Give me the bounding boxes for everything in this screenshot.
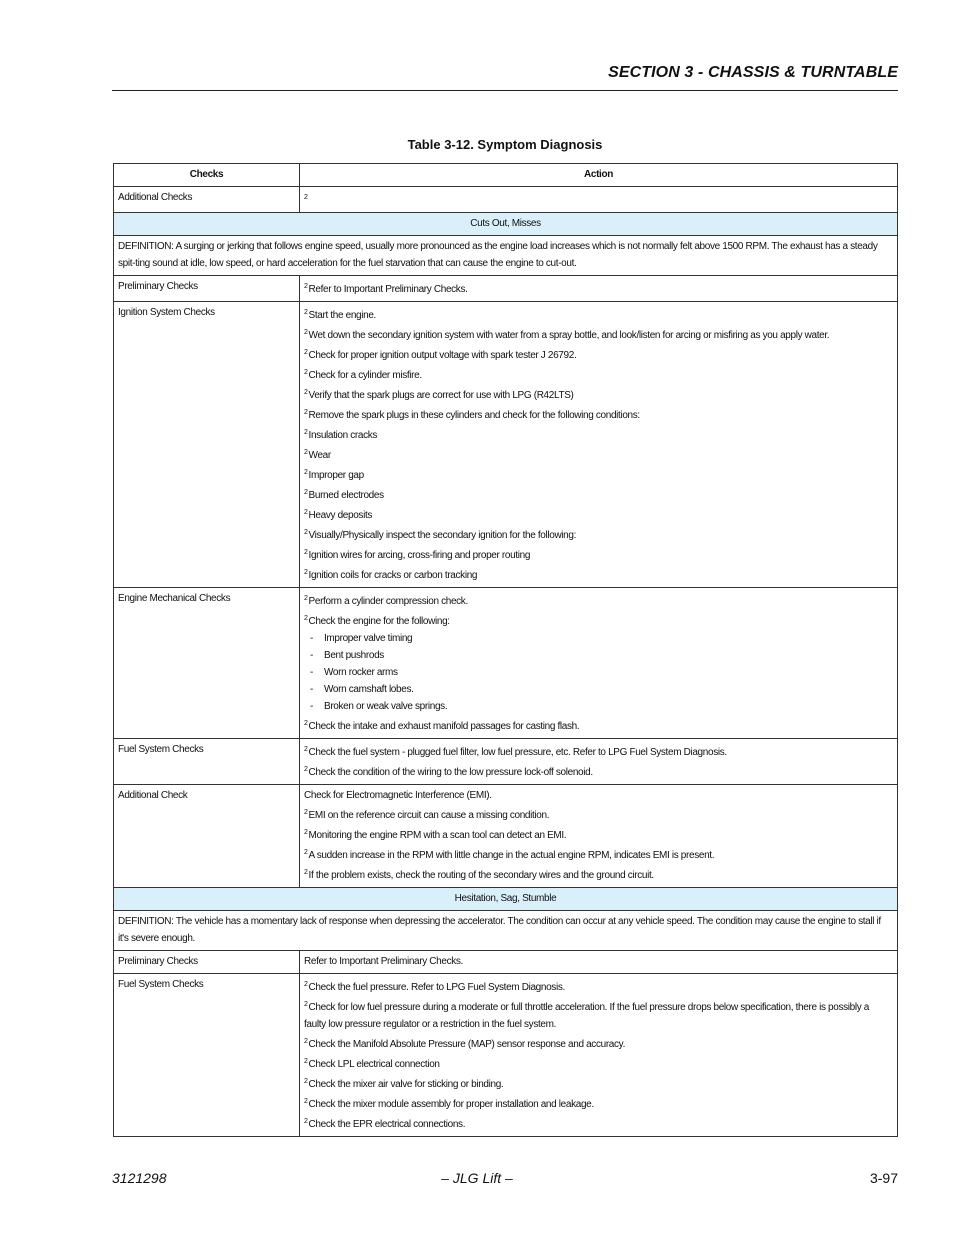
- bullet-marker: 2: [304, 469, 308, 476]
- action-item: [304, 384, 893, 404]
- action-item: [304, 610, 893, 630]
- table-row: [114, 739, 898, 785]
- check-cell: Additional Check: [114, 785, 300, 888]
- action-text: Check the intake and exhaust manifold passages for casting flash.: [308, 721, 580, 732]
- table-row: [114, 588, 898, 739]
- action-text: Check the mixer air valve for sticking or binding.: [308, 1079, 504, 1090]
- action-text: Worn camshaft lobes.: [324, 684, 414, 695]
- check-cell: Ignition System Checks: [114, 302, 300, 588]
- action-text: Check the condition of the wiring to the low pressure lock-off solenoid.: [308, 767, 593, 778]
- action-item: [304, 484, 893, 504]
- action-item: [304, 715, 893, 735]
- action-item: [304, 1093, 893, 1113]
- check-cell: Fuel System Checks: [114, 739, 300, 785]
- action-cell: [300, 276, 898, 302]
- dash-marker: -: [310, 633, 313, 644]
- action-text: Heavy deposits: [308, 510, 373, 521]
- action-item: [304, 844, 893, 864]
- action-text: Start the engine.: [308, 310, 376, 321]
- action-item: [304, 1113, 893, 1133]
- bullet-marker: 2: [304, 1038, 308, 1045]
- action-item: [304, 761, 893, 781]
- action-text: Check LPL electrical connection: [308, 1059, 440, 1070]
- bullet-marker: 2: [304, 509, 308, 516]
- action-item: [304, 524, 893, 544]
- bullet-marker: 2: [304, 409, 308, 416]
- action-text: Ignition wires for arcing, cross-firing and proper routing: [308, 550, 531, 561]
- action-item: [304, 564, 893, 584]
- bullet-marker: 2: [304, 766, 308, 773]
- action-text: Ignition coils for cracks or carbon tracking: [308, 570, 478, 581]
- action-text: Check for a cylinder misfire.: [308, 370, 422, 381]
- footer-doc-number: 3121298: [112, 1170, 167, 1186]
- action-item: [304, 787, 893, 804]
- bullet-marker: 2: [304, 1098, 308, 1105]
- table-row: [114, 302, 898, 588]
- bullet-marker: 2: [304, 981, 308, 988]
- bullet-marker: 2: [304, 809, 308, 816]
- action-item: [304, 824, 893, 844]
- dash-marker: -: [310, 684, 313, 695]
- action-cell: [300, 974, 898, 1137]
- symptom-diagnosis-table: [113, 163, 898, 1137]
- action-text: Burned electrodes: [308, 490, 384, 501]
- action-text: Check the Manifold Absolute Pressure (MAP) sensor response and accuracy.: [308, 1039, 625, 1050]
- action-cell: [300, 588, 898, 739]
- bullet-marker: 2: [304, 194, 308, 201]
- footer-brand: – JLG Lift –: [441, 1170, 513, 1186]
- action-text: Check the EPR electrical connections.: [308, 1119, 466, 1130]
- action-text: If the problem exists, check the routing of the secondary wires and the ground circuit.: [308, 870, 654, 881]
- table-row: [114, 951, 898, 974]
- action-text: Worn rocker arms: [324, 667, 398, 678]
- action-text: Improper gap: [308, 470, 364, 481]
- check-cell: Fuel System Checks: [114, 974, 300, 1137]
- bullet-marker: 2: [304, 720, 308, 727]
- bullet-marker: 2: [304, 595, 308, 602]
- footer-page-number: 3-97: [869, 1170, 898, 1186]
- action-item: [304, 464, 893, 484]
- action-item: [304, 278, 893, 298]
- bullet-marker: 2: [304, 389, 308, 396]
- bullet-marker: 2: [304, 549, 308, 556]
- section-band-row: [114, 213, 898, 236]
- definition-row: [114, 911, 898, 951]
- table-caption: Table 3-12. Symptom Diagnosis: [407, 137, 603, 152]
- column-header-checks: Checks: [114, 164, 300, 187]
- bullet-marker: 2: [304, 1058, 308, 1065]
- bullet-marker: 2: [304, 569, 308, 576]
- bullet-marker: 2: [304, 1001, 308, 1008]
- column-header-action: Action: [300, 164, 898, 187]
- page-header: [112, 64, 898, 91]
- table-body: [114, 187, 898, 1137]
- bullet-marker: 2: [304, 489, 308, 496]
- action-cell: [300, 302, 898, 588]
- check-cell: Engine Mechanical Checks: [114, 588, 300, 739]
- action-text: Wear: [308, 450, 331, 461]
- section-title: SECTION 3 - CHASSIS & TURNTABLE: [608, 64, 898, 81]
- table-header-row: [114, 164, 898, 187]
- action-item: [304, 1073, 893, 1093]
- action-text: EMI on the reference circuit can cause a missing condition.: [308, 810, 550, 821]
- action-sub-item: [304, 664, 893, 681]
- action-cell: [300, 739, 898, 785]
- action-sub-item: [304, 630, 893, 647]
- action-item: [304, 364, 893, 384]
- action-text: Refer to Important Preliminary Checks.: [308, 284, 468, 295]
- dash-marker: -: [310, 667, 313, 678]
- bullet-marker: 2: [304, 369, 308, 376]
- action-text: Verify that the spark plugs are correct for use with LPG (R42LTS): [308, 390, 574, 401]
- action-sub-item: [304, 698, 893, 715]
- action-text: Check the fuel system - plugged fuel filter, low fuel pressure, etc. Refer to LPG Fuel System Diagnosis.: [308, 747, 727, 758]
- action-text: Check for proper ignition output voltage with spark tester J 26792.: [308, 350, 577, 361]
- action-item: [304, 444, 893, 464]
- action-item: [304, 741, 893, 761]
- action-text: A sudden increase in the RPM with little change in the actual engine RPM, indicates EMI is present.: [308, 850, 715, 861]
- bullet-marker: 2: [304, 849, 308, 856]
- dash-marker: -: [310, 701, 313, 712]
- action-item: [304, 424, 893, 444]
- section-band: Hesitation, Sag, Stumble: [114, 888, 898, 911]
- bullet-marker: 2: [304, 529, 308, 536]
- check-cell: Preliminary Checks: [114, 276, 300, 302]
- action-sub-item: [304, 647, 893, 664]
- action-item: [304, 1033, 893, 1053]
- action-sub-item: [304, 681, 893, 698]
- action-cell: [300, 187, 898, 213]
- action-text: Wet down the secondary ignition system with water from a spray bottle, and look/listen for arcing or misfiring as you apply water.: [308, 330, 830, 341]
- action-text: Perform a cylinder compression check.: [308, 596, 468, 607]
- bullet-marker: 2: [304, 349, 308, 356]
- action-item: [304, 344, 893, 364]
- table-row: [114, 187, 898, 213]
- bullet-marker: 2: [304, 1078, 308, 1085]
- action-text: Remove the spark plugs in these cylinders and check for the following conditions:: [308, 410, 640, 421]
- action-text: Visually/Physically inspect the secondary ignition for the following:: [308, 530, 577, 541]
- table-row: [114, 974, 898, 1137]
- definition-text: DEFINITION: The vehicle has a momentary lack of response when depressing the accelerator. The condition can occur at any vehicle speed. The condition may cause the engine to stall if it's severe enough.: [114, 911, 898, 951]
- action-text: Insulation cracks: [308, 430, 378, 441]
- definition-text: DEFINITION: A surging or jerking that follows engine speed, usually more pronounced as the engine load increases which is not normally felt above 1500 RPM. The exhaust has a steady spit-ting sound at idle, low speed, or hard acceleration for the fuel starvation that can cause the engine to cut-out.: [114, 236, 898, 276]
- bullet-marker: 2: [304, 283, 308, 290]
- action-text: Check the fuel pressure. Refer to LPG Fuel System Diagnosis.: [308, 982, 565, 993]
- bullet-marker: 2: [304, 829, 308, 836]
- bullet-marker: 2: [304, 449, 308, 456]
- action-text: Monitoring the engine RPM with a scan tool can detect an EMI.: [308, 830, 567, 841]
- table-row: [114, 276, 898, 302]
- action-item: [304, 864, 893, 884]
- check-cell: Preliminary Checks: [114, 951, 300, 974]
- table-row: [114, 785, 898, 888]
- bullet-marker: 2: [304, 429, 308, 436]
- action-item: [304, 1053, 893, 1073]
- action-item: [304, 504, 893, 524]
- action-item: [304, 304, 893, 324]
- section-band: Cuts Out, Misses: [114, 213, 898, 236]
- bullet-marker: 2: [304, 869, 308, 876]
- bullet-marker: 2: [304, 1118, 308, 1125]
- dash-marker: -: [310, 650, 313, 661]
- action-text: Improper valve timing: [324, 633, 413, 644]
- action-text: Check the engine for the following:: [308, 616, 450, 627]
- action-item: [304, 590, 893, 610]
- action-text: Broken or weak valve springs.: [324, 701, 448, 712]
- action-text: Check for low fuel pressure during a moderate or full throttle acceleration. If the fuel pressure drops below specification, there is possibly a faulty low pressure regulator or a restriction in the fuel system.: [304, 1002, 870, 1030]
- action-cell: [300, 785, 898, 888]
- action-item: [304, 804, 893, 824]
- definition-row: [114, 236, 898, 276]
- action-text: Check for Electromagnetic Interference (EMI).: [304, 790, 492, 801]
- action-item: [304, 404, 893, 424]
- action-cell: [300, 951, 898, 974]
- action-item: [304, 544, 893, 564]
- action-item: [304, 953, 893, 970]
- action-item: [304, 976, 893, 996]
- bullet-marker: 2: [304, 329, 308, 336]
- bullet-marker: 2: [304, 309, 308, 316]
- bullet-marker: 2: [304, 746, 308, 753]
- action-item: [304, 996, 893, 1033]
- section-band-row: [114, 888, 898, 911]
- action-text: Refer to Important Preliminary Checks.: [304, 956, 463, 967]
- action-text: Bent pushrods: [324, 650, 384, 661]
- check-cell: Additional Checks: [114, 187, 300, 213]
- action-item: [304, 324, 893, 344]
- action-text: Check the mixer module assembly for proper installation and leakage.: [308, 1099, 594, 1110]
- bullet-marker: 2: [304, 615, 308, 622]
